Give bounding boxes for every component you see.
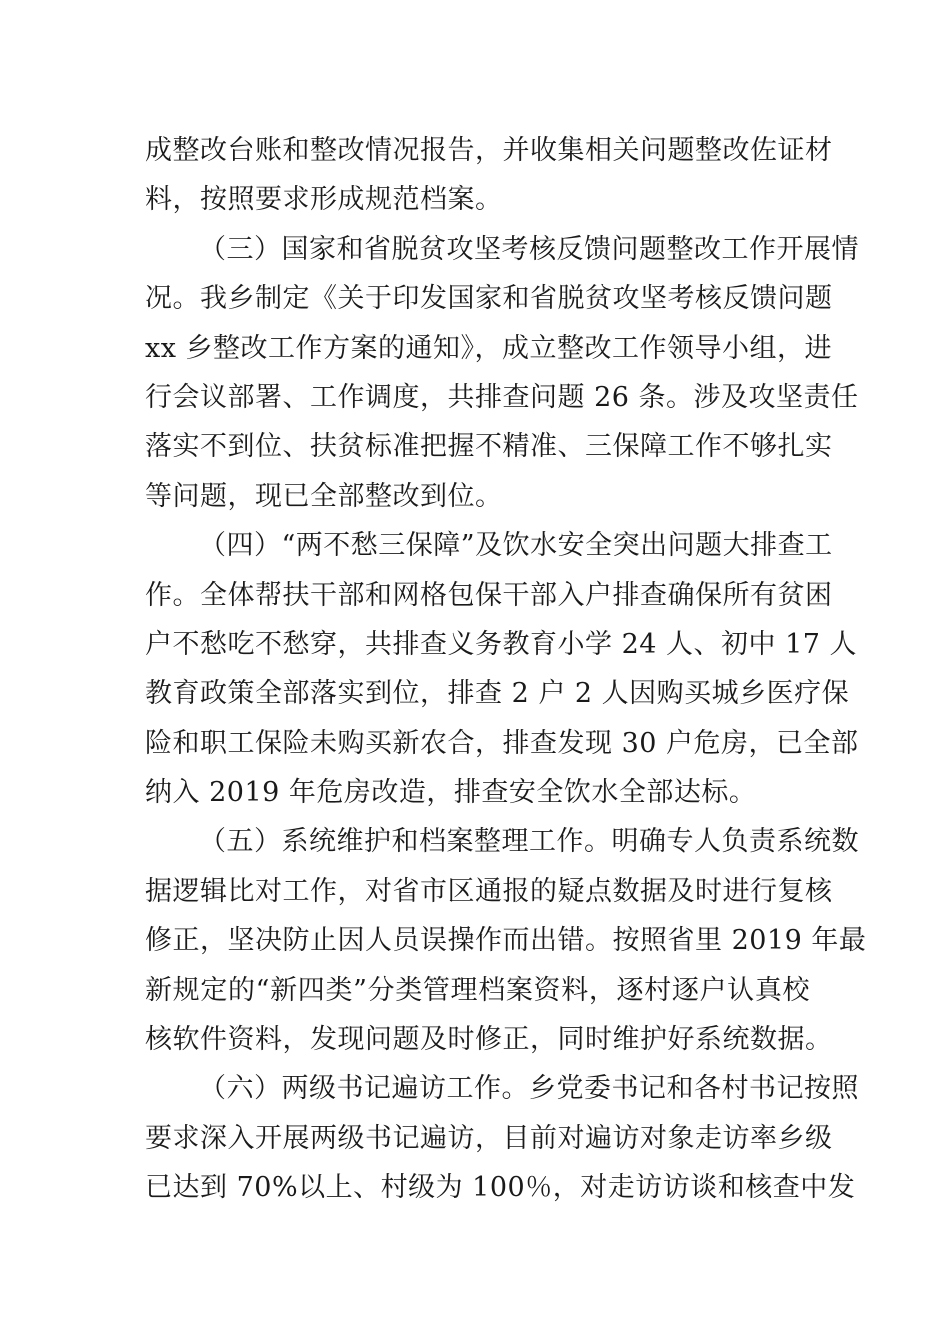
text-line: 成整改台账和整改情况报告，并收集相关问题整改佐证材 bbox=[145, 135, 833, 166]
text-line: 修正，坚决防止因人员误操作而出错。按照省里 2019 年最 bbox=[145, 925, 867, 957]
text-line: 据逻辑比对工作，对省市区通报的疑点数据及时进行复核 bbox=[145, 875, 833, 907]
text-line: 新规定的“新四类”分类管理档案资料，逐村逐户认真校 bbox=[145, 974, 810, 1006]
text-line: 行会议部署、工作调度，共排查问题 26 条。涉及攻坚责任 bbox=[145, 381, 859, 413]
text-line: 况。我乡制定《关于印发国家和省脱贫攻坚考核反馈问题 bbox=[145, 283, 833, 315]
text-line: 作。全体帮扶干部和网格包保干部入户排查确保所有贫困 bbox=[145, 579, 833, 611]
text-line: 要求深入开展两级书记遍访，目前对遍访对象走访率乡级 bbox=[145, 1122, 833, 1154]
text-line: 核软件资料，发现问题及时修正，同时维护好系统数据。 bbox=[145, 1024, 833, 1056]
text-line: 已达到 70%以上、村级为 100％，对走访访谈和核查中发 bbox=[145, 1172, 856, 1204]
text-line: 教育政策全部落实到位，排查 2 户 2 人因购买城乡医疗保 bbox=[145, 678, 850, 710]
document-body bbox=[145, 126, 867, 1213]
text-line: 等问题，现已全部整改到位。 bbox=[145, 480, 503, 512]
text-line: 纳入 2019 年危房改造，排查安全饮水全部达标。 bbox=[145, 777, 757, 809]
section-heading-line: （四）“两不愁三保障”及饮水安全突出问题大排查工 bbox=[199, 530, 833, 562]
text-line: 料，按照要求形成规范档案。 bbox=[145, 184, 503, 216]
section-heading-line: （三）国家和省脱贫攻坚考核反馈问题整改工作开展情 bbox=[199, 233, 859, 265]
text-line: 户不愁吃不愁穿，共排查义务教育小学 24 人、初中 17 人 bbox=[145, 628, 858, 660]
text-line: 落实不到位、扶贫标准把握不精准、三保障工作不够扎实 bbox=[145, 431, 833, 463]
text-line: xx 乡整改工作方案的通知》，成立整改工作领导小组，进 bbox=[145, 332, 833, 364]
text-line: 险和职工保险未购买新农合，排查发现 30 户危房，已全部 bbox=[145, 727, 859, 759]
section-heading-line: （六）两级书记遍访工作。乡党委书记和各村书记按照 bbox=[199, 1073, 859, 1105]
section-heading-line: （五）系统维护和档案整理工作。明确专人负责系统数 bbox=[199, 826, 859, 858]
